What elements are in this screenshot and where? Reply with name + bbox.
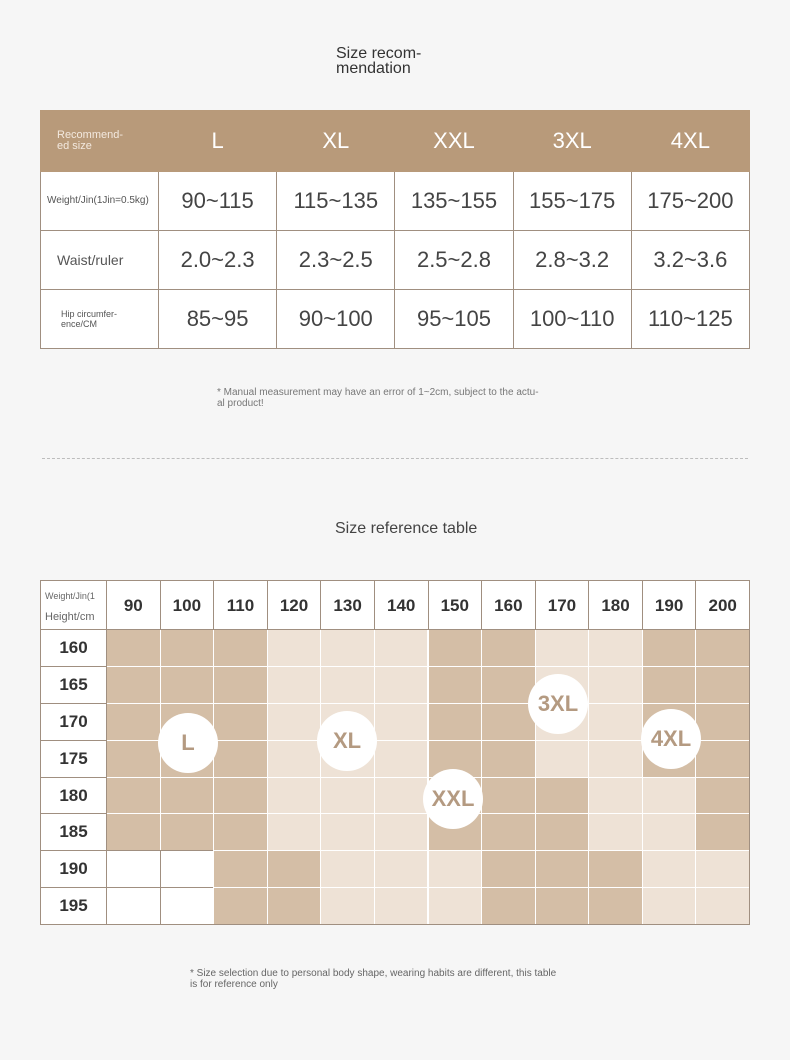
grid-cell — [642, 813, 696, 850]
size-badge-4xl: 4XL — [641, 709, 701, 769]
size-recommendation-title: Size recom- mendation — [336, 45, 422, 77]
grid-cell — [535, 629, 589, 666]
grid-cell — [213, 666, 267, 703]
table-cell: 155~175 — [513, 172, 631, 231]
grid-cell — [535, 777, 589, 814]
header-size-3xl: 3XL — [513, 111, 631, 172]
grid-cell — [481, 703, 535, 740]
header-size-l: L — [159, 111, 277, 172]
header-size-xl: XL — [277, 111, 395, 172]
grid-cell — [695, 740, 749, 777]
grid-cell — [160, 850, 214, 887]
weight-column-header: 110 — [213, 581, 267, 629]
grid-cell — [588, 813, 642, 850]
weight-column-header: 150 — [428, 581, 482, 629]
grid-cell — [642, 666, 696, 703]
weight-column-header: 90 — [106, 581, 160, 629]
table-cell: 175~200 — [631, 172, 749, 231]
grid-cell — [695, 629, 749, 666]
grid-cell — [374, 813, 428, 850]
grid-cell — [106, 777, 160, 814]
table-cell: 95~105 — [395, 290, 513, 349]
grid-cell — [374, 850, 428, 887]
grid-cell — [320, 887, 374, 924]
grid-cell — [695, 777, 749, 814]
height-axis-label: Height/cm — [45, 611, 95, 623]
grid-cell — [588, 666, 642, 703]
grid-cell — [267, 813, 321, 850]
grid-cell — [588, 740, 642, 777]
grid-cell — [428, 703, 482, 740]
grid-cell — [535, 813, 589, 850]
header-recommended-size: Recommend- ed size — [41, 111, 159, 172]
grid-cell — [588, 629, 642, 666]
row-label-weight: Weight/Jin(1Jin=0.5kg) — [41, 172, 159, 231]
grid-cell — [320, 629, 374, 666]
height-row-header: 190 — [41, 850, 106, 887]
grid-cell — [695, 666, 749, 703]
table-cell: 85~95 — [159, 290, 277, 349]
grid-cell — [106, 703, 160, 740]
weight-column-header: 160 — [481, 581, 535, 629]
grid-cell — [320, 813, 374, 850]
height-row-header: 185 — [41, 813, 106, 850]
grid-cell — [695, 703, 749, 740]
grid-cell — [320, 666, 374, 703]
grid-cell — [213, 813, 267, 850]
grid-cell — [106, 629, 160, 666]
table-row-weight — [41, 172, 750, 231]
grid-cell — [695, 850, 749, 887]
grid-cell — [213, 703, 267, 740]
size-badge-xl: XL — [317, 711, 377, 771]
grid-cell — [320, 850, 374, 887]
grid-cell — [267, 887, 321, 924]
grid-cell — [535, 850, 589, 887]
weight-column-header: 130 — [320, 581, 374, 629]
grid-cell — [267, 777, 321, 814]
height-row-header: 175 — [41, 740, 106, 777]
grid-cell — [695, 813, 749, 850]
weight-column-header: 120 — [267, 581, 321, 629]
grid-cell — [428, 666, 482, 703]
grid-cell — [588, 887, 642, 924]
height-row-header: 170 — [41, 703, 106, 740]
table-cell: 110~125 — [631, 290, 749, 349]
grid-cell — [374, 777, 428, 814]
table-cell: 3.2~3.6 — [631, 231, 749, 290]
grid-cell — [374, 666, 428, 703]
grid-cell — [106, 740, 160, 777]
grid-cell — [374, 629, 428, 666]
grid-cell — [320, 777, 374, 814]
grid-cell — [481, 740, 535, 777]
table-cell: 2.0~2.3 — [159, 231, 277, 290]
table-row-waist — [41, 231, 750, 290]
grid-cell — [106, 813, 160, 850]
grid-cell — [267, 703, 321, 740]
weight-column-header: 100 — [160, 581, 214, 629]
height-row-header: 180 — [41, 777, 106, 814]
grid-cell — [428, 887, 482, 924]
table-cell: 90~115 — [159, 172, 277, 231]
table-cell: 100~110 — [513, 290, 631, 349]
grid-cell — [267, 740, 321, 777]
size-badge-3xl: 3XL — [528, 674, 588, 734]
measurement-note: * Manual measurement may have an error of 1~2cm, subject to the actu- al product! — [217, 387, 539, 409]
header-size-xxl: XXL — [395, 111, 513, 172]
grid-cell — [535, 887, 589, 924]
weight-column-header: 180 — [588, 581, 642, 629]
size-recommendation-table — [40, 110, 750, 349]
grid-cell — [160, 629, 214, 666]
reference-note: * Size selection due to personal body shape, wearing habits are different, this table is for reference only — [190, 968, 557, 990]
table-cell: 2.3~2.5 — [277, 231, 395, 290]
grid-cell — [428, 850, 482, 887]
grid-cell — [374, 887, 428, 924]
grid-cell — [695, 887, 749, 924]
grid-divider — [106, 581, 107, 924]
table-header-row — [41, 111, 750, 172]
grid-cell — [481, 887, 535, 924]
grid-cell — [160, 887, 214, 924]
table-cell: 2.8~3.2 — [513, 231, 631, 290]
grid-cell — [267, 850, 321, 887]
table-row-hip — [41, 290, 750, 349]
table-cell: 115~135 — [277, 172, 395, 231]
height-row-header: 165 — [41, 666, 106, 703]
size-reference-title: Size reference table — [335, 520, 478, 537]
grid-cell — [642, 629, 696, 666]
grid-cell — [213, 777, 267, 814]
header-size-4xl: 4XL — [631, 111, 749, 172]
grid-cell — [213, 629, 267, 666]
grid-cell — [374, 703, 428, 740]
table-cell: 90~100 — [277, 290, 395, 349]
height-row-header: 195 — [41, 887, 106, 924]
table-cell: 135~155 — [395, 172, 513, 231]
grid-cell — [642, 777, 696, 814]
grid-cell — [642, 887, 696, 924]
grid-cell — [213, 887, 267, 924]
grid-divider — [41, 629, 749, 630]
grid-cell — [106, 850, 160, 887]
grid-cell — [588, 703, 642, 740]
weight-column-header: 140 — [374, 581, 428, 629]
grid-cell — [481, 777, 535, 814]
height-row-header: 160 — [41, 629, 106, 666]
grid-cell — [160, 666, 214, 703]
row-label-hip: Hip circumfer- ence/CM — [41, 290, 159, 349]
row-label-waist: Waist/ruler — [41, 231, 159, 290]
size-reference-grid — [40, 580, 750, 925]
grid-cell — [428, 629, 482, 666]
weight-column-header: 170 — [535, 581, 589, 629]
grid-cell — [374, 740, 428, 777]
grid-cell — [481, 850, 535, 887]
grid-cell — [106, 666, 160, 703]
grid-cell — [267, 629, 321, 666]
grid-cell — [213, 850, 267, 887]
grid-cell — [160, 777, 214, 814]
grid-cell — [588, 850, 642, 887]
grid-cell — [642, 850, 696, 887]
grid-cell — [160, 813, 214, 850]
grid-cell — [213, 740, 267, 777]
weight-column-header: 200 — [695, 581, 749, 629]
grid-cell — [588, 777, 642, 814]
grid-cell — [267, 666, 321, 703]
table-cell: 2.5~2.8 — [395, 231, 513, 290]
weight-column-header: 190 — [642, 581, 696, 629]
size-badge-xxl: XXL — [423, 769, 483, 829]
grid-cell — [106, 887, 160, 924]
grid-cell — [481, 666, 535, 703]
grid-cell — [481, 629, 535, 666]
grid-cell — [535, 740, 589, 777]
dashed-divider — [42, 458, 748, 459]
size-badge-l: L — [158, 713, 218, 773]
grid-cell — [481, 813, 535, 850]
weight-axis-label: Weight/Jin(1 — [45, 591, 95, 601]
